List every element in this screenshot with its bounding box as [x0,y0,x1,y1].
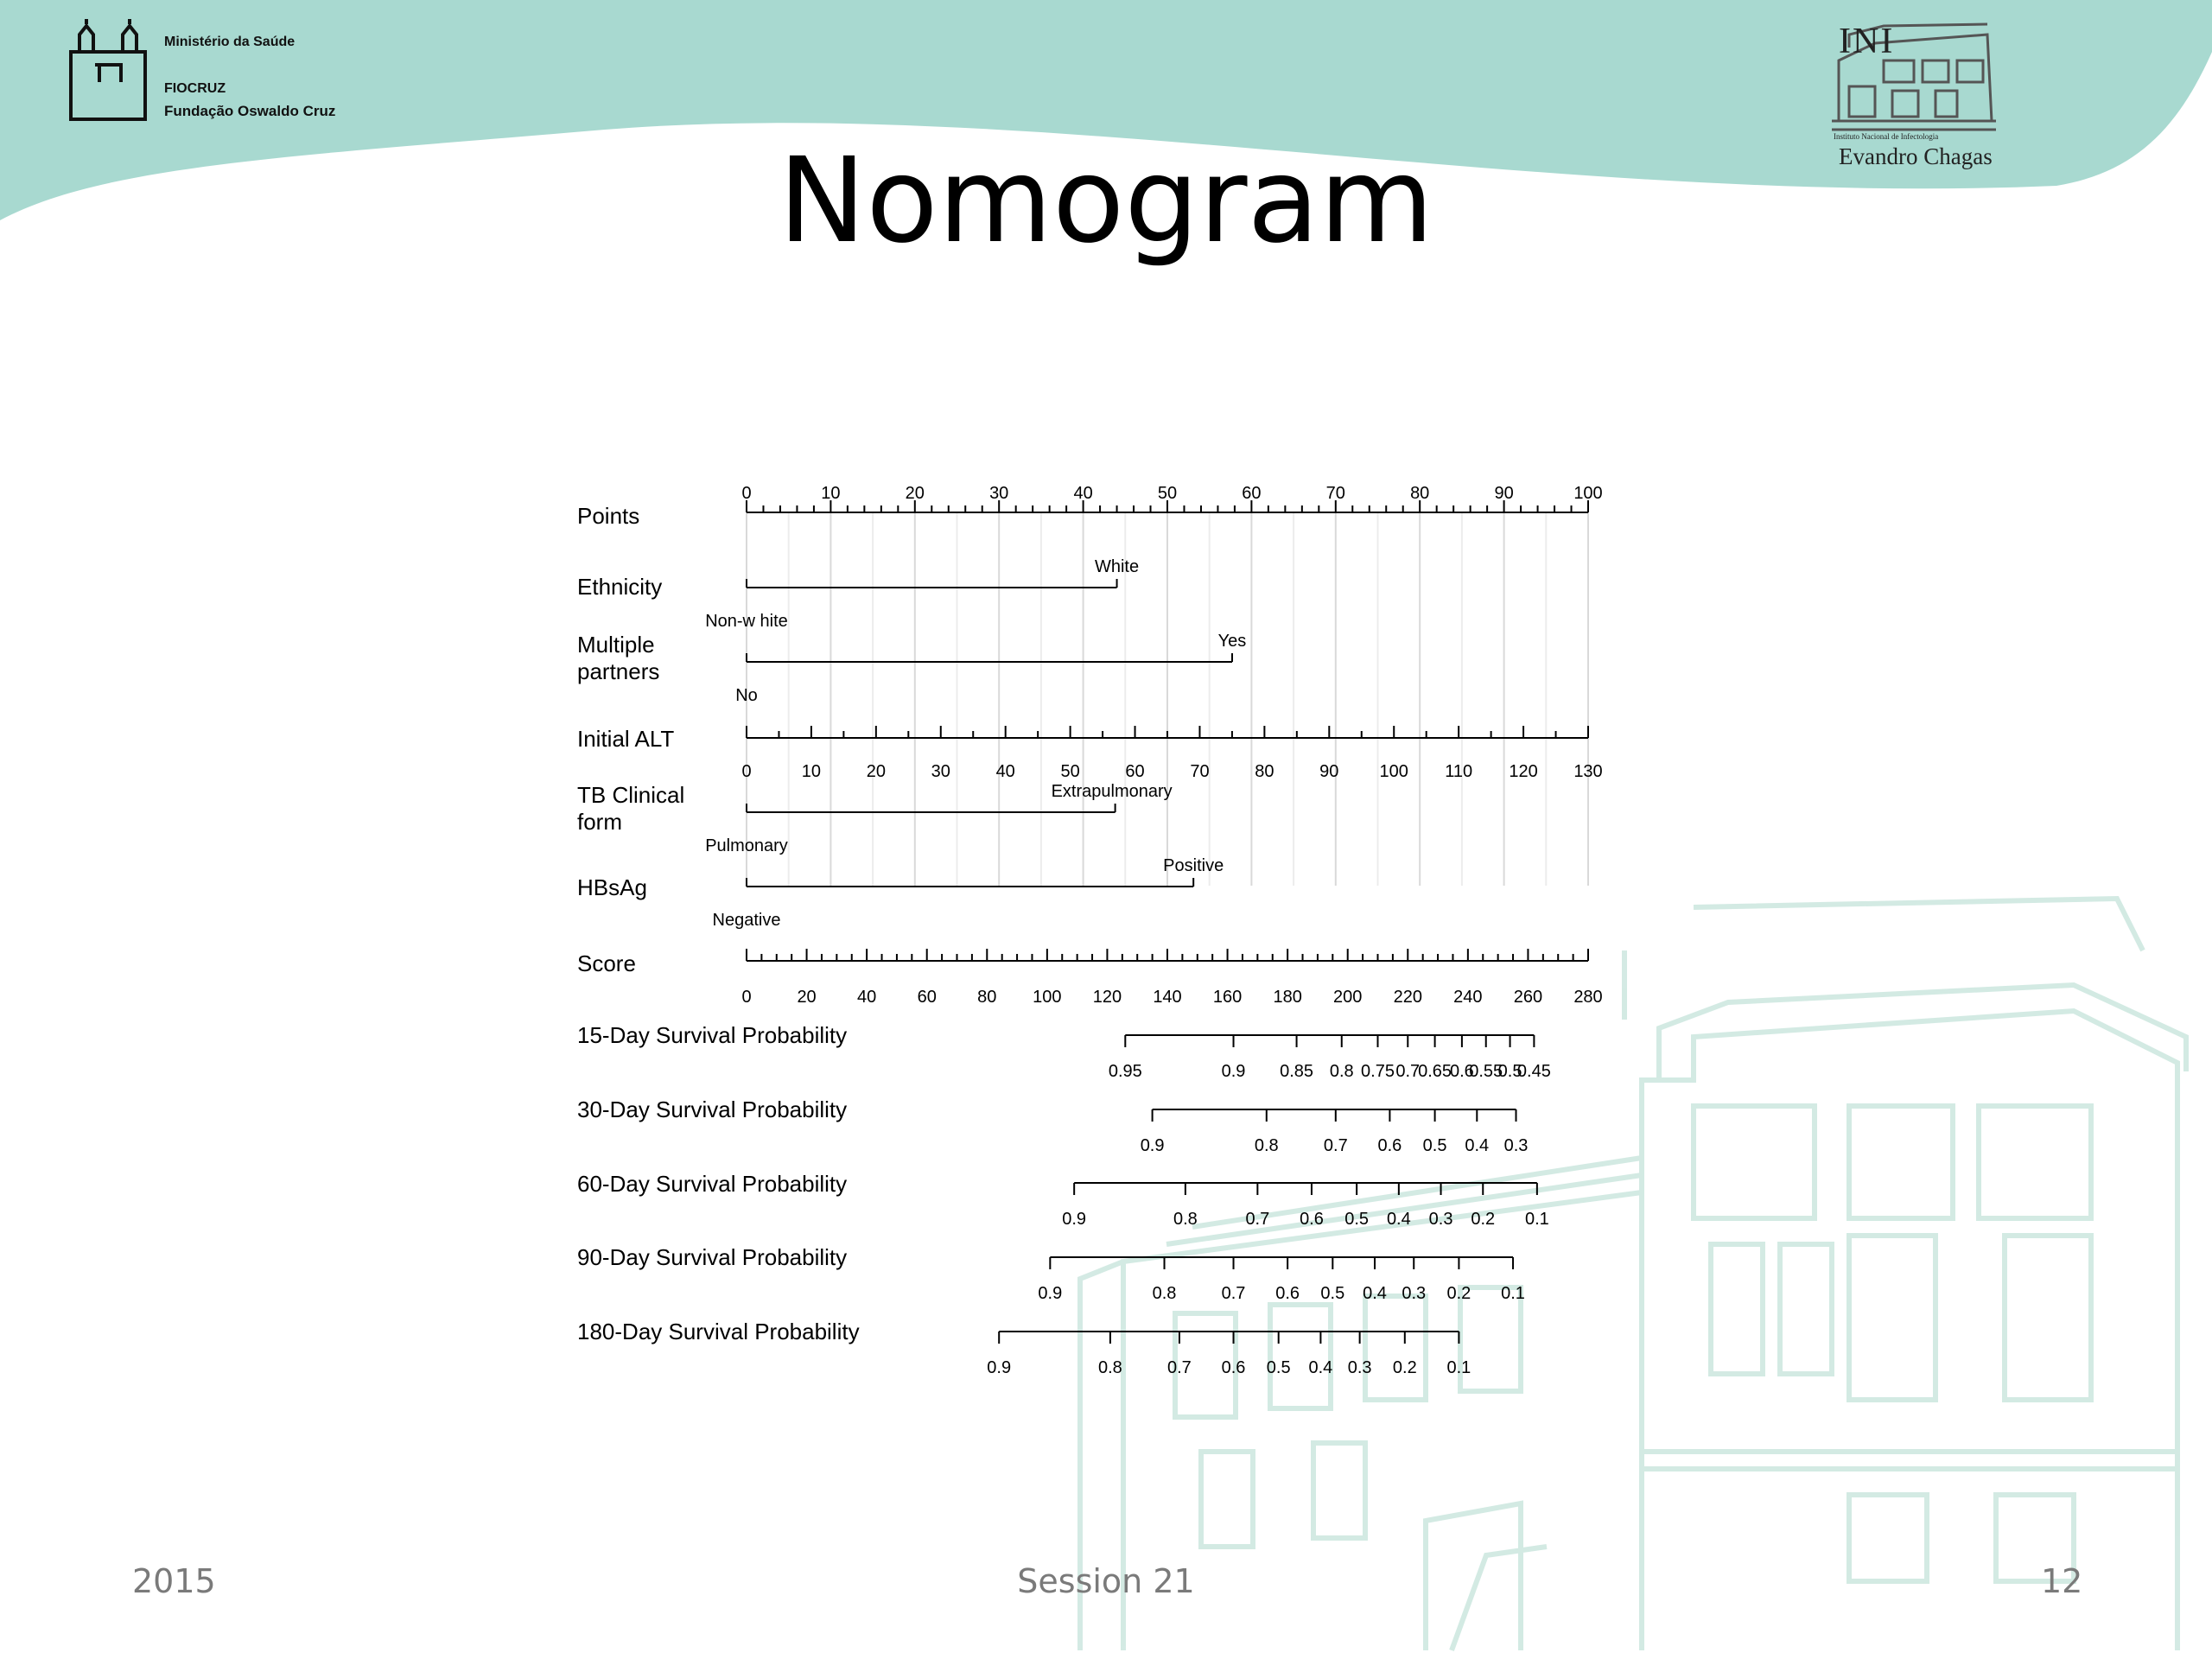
predictor-level-label: Negative [712,911,781,930]
predictor-level-label: White [1094,557,1140,576]
score-axis-label: Score [577,950,636,976]
alt-tick-label: 90 [1319,762,1339,781]
survival-tick-label: 0.6 [1449,1062,1474,1081]
points-tick-label: 10 [821,484,841,503]
score-tick-label: 200 [1333,988,1363,1007]
survival-tick-label: 0.65 [1418,1062,1452,1081]
survival-tick-label: 0.5 [1422,1136,1447,1155]
survival-tick-label: 0.8 [1329,1062,1354,1081]
predictor-level-label: Pulmonary [705,836,788,855]
score-tick-label: 180 [1273,988,1302,1007]
alt-tick-label: 10 [801,762,822,781]
survival-tick-label: 0.6 [1221,1358,1246,1377]
points-tick-label: 30 [989,484,1009,503]
survival-tick-label: 0.1 [1501,1284,1525,1303]
score-tick-label: 40 [857,988,877,1007]
points-axis-label: Points [577,503,640,529]
predictor-label: Ethnicity [577,574,663,600]
survival-tick-label: 0.8 [1098,1358,1122,1377]
logo-ini-small: Instituto Nacional de Infectologia [1834,132,1939,141]
alt-tick-label: 80 [1255,762,1274,781]
score-tick-label: 100 [1033,988,1062,1007]
points-tick-label: 60 [1242,484,1262,503]
predictor-label: Initial ALT [577,726,675,752]
predictor-label: Multiple [577,632,655,658]
survival-tick-label: 0.5 [1497,1062,1522,1081]
points-tick-label: 50 [1157,484,1178,503]
logo-ini-acronym: INI [1839,22,1895,61]
alt-tick-label: 0 [741,762,752,781]
slide-title: Nomogram [778,133,1434,270]
points-tick-label: 100 [1573,484,1603,503]
survival-tick-label: 0.7 [1245,1210,1270,1229]
survival-tick-label: 0.9 [1221,1062,1246,1081]
predictor-label: HBsAg [577,874,647,900]
survival-tick-label: 0.1 [1446,1358,1471,1377]
survival-tick-label: 0.6 [1377,1136,1402,1155]
survival-tick-label: 0.2 [1392,1358,1417,1377]
survival-axis-label: 90-Day Survival Probability [577,1244,848,1270]
logo-ini-name: Evandro Chagas [1839,143,1993,169]
survival-tick-label: 0.4 [1386,1210,1411,1229]
score-tick-label: 0 [741,988,752,1007]
logo-fundacao: Fundação Oswaldo Cruz [164,103,336,119]
alt-tick-label: 110 [1445,762,1473,781]
points-tick-label: 70 [1325,484,1345,503]
footer-page-number: 12 [2041,1562,2083,1600]
points-tick-label: 80 [1410,484,1430,503]
survival-tick-label: 0.75 [1361,1062,1395,1081]
logo-fiocruz: FIOCRUZ [164,81,226,96]
survival-tick-label: 0.8 [1173,1210,1198,1229]
points-tick-label: 0 [741,484,752,503]
alt-tick-label: 30 [931,762,950,781]
survival-tick-label: 0.3 [1503,1136,1529,1155]
score-tick-label: 220 [1393,988,1422,1007]
footer-year: 2015 [132,1562,216,1600]
predictor-level-label: Yes [1217,632,1247,651]
survival-tick-label: 0.4 [1363,1284,1387,1303]
survival-tick-label: 0.5 [1320,1284,1345,1303]
points-tick-label: 40 [1073,484,1093,503]
score-tick-label: 60 [917,988,937,1007]
survival-tick-label: 0.3 [1347,1358,1372,1377]
survival-tick-label: 0.8 [1254,1136,1279,1155]
survival-tick-label: 0.6 [1300,1210,1324,1229]
predictor-label: form [577,809,622,835]
predictor-label: partners [577,658,660,684]
alt-tick-label: 120 [1509,762,1538,781]
survival-axis-label: 15-Day Survival Probability [577,1022,848,1048]
survival-tick-label: 0.95 [1108,1062,1142,1081]
survival-axis-label: 180-Day Survival Probability [577,1319,860,1344]
survival-tick-label: 0.3 [1402,1284,1427,1303]
survival-tick-label: 0.85 [1280,1062,1314,1081]
survival-tick-label: 0.2 [1446,1284,1471,1303]
score-tick-label: 80 [977,988,997,1007]
score-tick-label: 260 [1513,988,1543,1007]
survival-tick-label: 0.7 [1221,1284,1246,1303]
survival-tick-label: 0.3 [1428,1210,1453,1229]
survival-tick-label: 0.4 [1308,1358,1333,1377]
score-tick-label: 140 [1153,988,1182,1007]
alt-tick-label: 70 [1190,762,1210,781]
predictor-label: TB Clinical [577,782,685,808]
footer-session: Session 21 [1017,1562,1195,1600]
alt-tick-label: 20 [866,762,886,781]
alt-tick-label: 50 [1060,762,1080,781]
survival-tick-label: 0.7 [1395,1062,1421,1081]
predictor-level-label: Extrapulmonary [1051,782,1173,801]
survival-tick-label: 0.2 [1471,1210,1496,1229]
survival-tick-label: 0.8 [1152,1284,1177,1303]
predictor-level-label: Positive [1163,856,1224,875]
score-tick-label: 20 [797,988,817,1007]
points-tick-label: 90 [1494,484,1514,503]
alt-tick-label: 100 [1379,762,1408,781]
score-tick-label: 280 [1573,988,1603,1007]
survival-tick-label: 0.9 [1038,1284,1063,1303]
alt-tick-label: 130 [1573,762,1603,781]
survival-tick-label: 0.1 [1524,1210,1549,1229]
survival-tick-label: 0.7 [1323,1136,1348,1155]
logo-ministerio: Ministério da Saúde [164,35,296,49]
survival-tick-label: 0.7 [1167,1358,1192,1377]
survival-tick-label: 0.45 [1516,1062,1551,1081]
survival-tick-label: 0.5 [1344,1210,1370,1229]
survival-tick-label: 0.9 [1140,1136,1165,1155]
survival-tick-label: 0.9 [1062,1210,1087,1229]
survival-tick-label: 0.5 [1266,1358,1291,1377]
survival-axis-label: 30-Day Survival Probability [577,1096,848,1122]
predictor-level-label: No [735,686,758,705]
survival-tick-label: 0.6 [1275,1284,1300,1303]
score-tick-label: 120 [1092,988,1122,1007]
score-tick-label: 160 [1212,988,1243,1007]
alt-tick-label: 60 [1125,762,1145,781]
survival-tick-label: 0.55 [1469,1062,1503,1081]
survival-axis-label: 60-Day Survival Probability [577,1171,848,1197]
survival-tick-label: 0.4 [1465,1136,1490,1155]
survival-tick-label: 0.9 [987,1358,1012,1377]
points-tick-label: 20 [905,484,925,503]
predictor-level-label: Non-w hite [705,612,788,631]
score-tick-label: 240 [1453,988,1483,1007]
alt-tick-label: 40 [995,762,1015,781]
